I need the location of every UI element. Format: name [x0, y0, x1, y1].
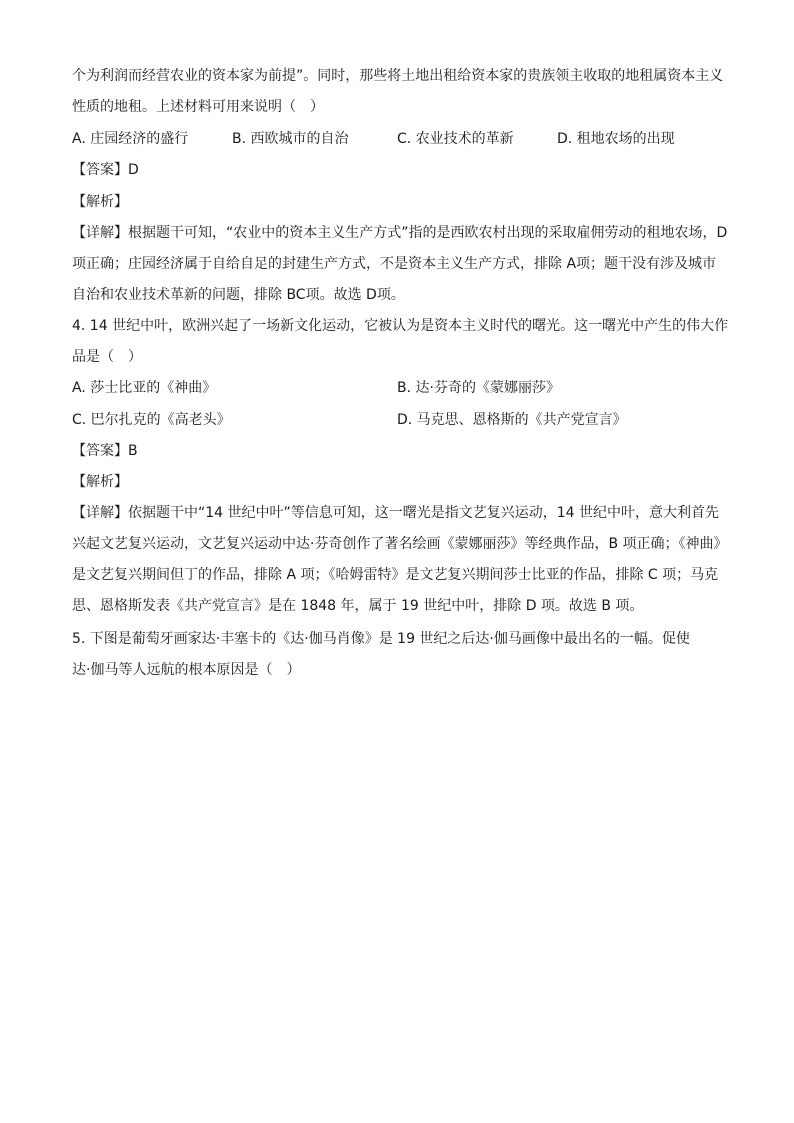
- q4-detail-line-1: 【详解】依据题干中“14 世纪中叶”等信息可知，这一曙光是指文艺复兴运动，14 世纪中叶，意大利首先: [72, 505, 720, 521]
- q3-answer: 【答案】D: [72, 162, 139, 178]
- q4-answer: 【答案】B: [72, 443, 138, 459]
- q5-stem-line-2: 达·伽马等人远航的根本原因是（ ）: [72, 662, 301, 678]
- q3-analysis-label: 【解析】: [72, 194, 128, 210]
- q4-stem-line-1: 4. 14 世纪中叶，欧洲兴起了一场新文化运动，它被认为是资本主义时代的曙光。这一曙光中产生的伟大作: [72, 318, 729, 334]
- q3-stem-line-1: 个为利润而经营农业的资本家为前提”。同时，那些将土地出租给资本家的贵族领主收取的地租属资本主义: [72, 68, 724, 84]
- q4-option-b: B. 达·芬奇的《蒙娜丽莎》: [397, 380, 560, 396]
- q4-option-c: C. 巴尔扎克的《高老头》: [72, 412, 231, 428]
- q4-detail-line-4: 思、恩格斯发表《共产党宣言》是在 1848 年，属于 19 世纪中叶，排除 D 项。故选 B 项。: [72, 598, 644, 614]
- q4-option-a: A. 莎士比亚的《神曲》: [72, 380, 217, 396]
- q4-detail-line-3: 是文艺复兴期间但丁的作品，排除 A 项；《哈姆雷特》是文艺复兴期间莎士比亚的作品，排除 C 项；马克: [72, 567, 719, 583]
- q4-analysis-label: 【解析】: [72, 474, 128, 490]
- q3-detail-line-3: 自治和农业技术革新的问题，排除 BC项。故选 D项。: [72, 287, 405, 303]
- q4-stem-line-2: 品是（ ）: [72, 349, 142, 365]
- q3-stem-line-2: 性质的地租。上述材料可用来说明（ ）: [72, 99, 324, 115]
- q3-detail-line-1: 【详解】根据题干可知，“农业中的资本主义生产方式”指的是西欧农村出现的采取雇佣劳动的租地农场，D: [72, 225, 728, 241]
- q4-detail-line-2: 兴起文艺复兴运动，文艺复兴运动中达·芬奇创作了著名绘画《蒙娜丽莎》等经典作品，B 项正确；《神曲》: [72, 536, 728, 552]
- q4-option-d: D. 马克思、恩格斯的《共产党宣言》: [397, 412, 627, 428]
- q5-stem-line-1: 5. 下图是葡萄牙画家达·丰塞卡的《达·伽马肖像》是 19 世纪之后达·伽马画像中最出名的一幅。促使: [72, 631, 690, 647]
- q3-option-b: B. 西欧城市的自治: [232, 131, 349, 147]
- q3-detail-line-2: 项正确；庄园经济属于自给自足的封建生产方式，不是资本主义生产方式，排除 A项；题干没有涉及城市: [72, 256, 717, 272]
- q3-option-d: D. 租地农场的出现: [557, 131, 675, 147]
- q3-option-a: A. 庄园经济的盛行: [72, 131, 189, 147]
- q3-option-c: C. 农业技术的革新: [397, 131, 514, 147]
